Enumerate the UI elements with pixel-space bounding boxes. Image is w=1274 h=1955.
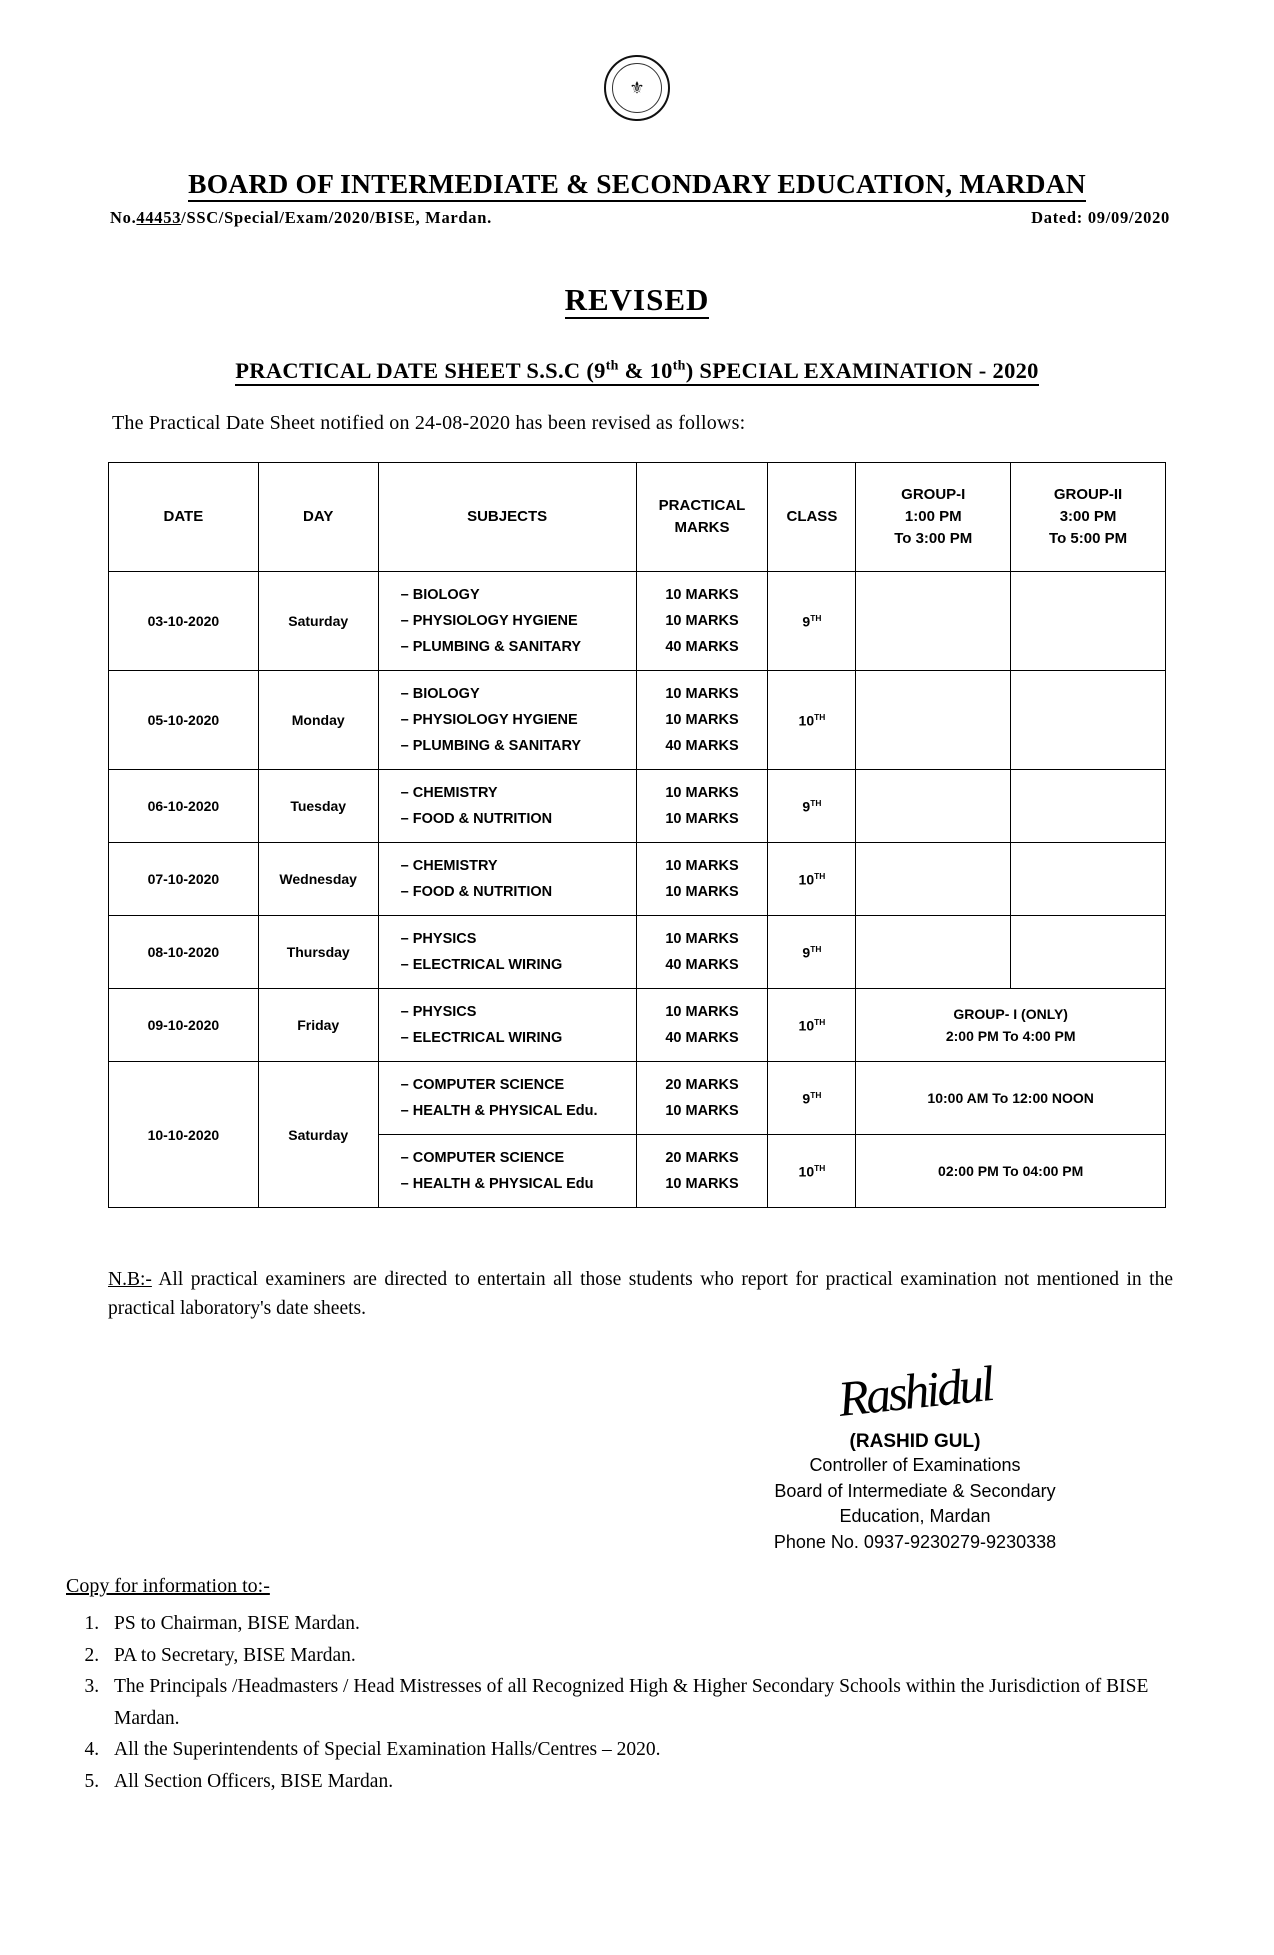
note-label: N.B:- xyxy=(108,1269,152,1290)
list-item: 20 MARKS xyxy=(665,1150,739,1166)
cell-subjects xyxy=(378,770,636,843)
table-header-row xyxy=(109,463,1166,572)
marks-list xyxy=(637,572,768,670)
column-header-date: DATE xyxy=(109,463,259,572)
table-row xyxy=(109,843,1166,916)
list-item: – PHYSICS xyxy=(400,1004,477,1020)
list-item: 10 MARKS xyxy=(665,1176,739,1192)
list-item: 1. PS to Chairman, BISE Mardan. xyxy=(104,1608,1194,1640)
list-item: 4. All the Superintendents of Special Examination Halls/Centres – 2020. xyxy=(104,1734,1194,1766)
cell-class xyxy=(768,770,856,843)
class-number: 9 xyxy=(802,798,811,815)
class-suffix: TH xyxy=(810,612,822,623)
copy-heading-text: Copy for information to:- xyxy=(66,1575,270,1597)
list-item: – FOOD & NUTRITION xyxy=(400,884,553,900)
subtitle-underlined xyxy=(235,358,1038,386)
signatory-name: (RASHID GUL) xyxy=(849,1431,981,1452)
ref-prefix: No. xyxy=(110,208,137,227)
list-item: 20 MARKS xyxy=(665,1077,739,1093)
subtitle-sup-10th: th xyxy=(672,358,686,374)
list-item: 10 MARKS xyxy=(665,587,739,603)
note-text: All practical examiners are directed to entertain all those students who report for practical examination not mentioned in the practical laboratory's date sheets. xyxy=(108,1269,1173,1320)
marks-list xyxy=(637,1062,768,1134)
cell-class xyxy=(768,989,856,1062)
cell-marks xyxy=(636,572,768,671)
signatory-phone: Phone No. 0937-9230279-9230338 xyxy=(773,1531,1057,1552)
note-block xyxy=(108,1265,1173,1324)
list-item: – ELECTRICAL WIRING xyxy=(400,957,563,973)
ref-number-value: 44453 xyxy=(136,208,182,227)
cell-group-merged xyxy=(856,989,1166,1062)
class-suffix: TH xyxy=(810,797,822,808)
list-item: 40 MARKS xyxy=(665,639,739,655)
cell-marks xyxy=(636,1062,768,1135)
cell-day: Wednesday xyxy=(258,843,378,916)
group-merged-line1: GROUP- I (ONLY) xyxy=(953,1005,1068,1022)
signatory-org-line1: Board of Intermediate & Secondary xyxy=(774,1480,1056,1501)
group2-line3: To 5:00 PM xyxy=(1049,529,1128,547)
cell-class xyxy=(768,1062,856,1135)
marks-list xyxy=(637,770,768,842)
list-item: 40 MARKS xyxy=(665,738,739,754)
list-item: – CHEMISTRY xyxy=(400,785,498,801)
cell-subjects xyxy=(378,1135,636,1208)
cell-day: Friday xyxy=(258,989,378,1062)
copy-list xyxy=(66,1608,1194,1797)
group2-line2: 3:00 PM xyxy=(1059,508,1117,526)
table-body xyxy=(109,572,1166,1208)
subject-list xyxy=(379,1062,636,1134)
cell-marks xyxy=(636,989,768,1062)
cell-group-1 xyxy=(856,770,1011,843)
list-item: – BIOLOGY xyxy=(400,686,480,702)
cell-date: 06-10-2020 xyxy=(109,770,259,843)
list-item: – HEALTH & PHYSICAL Edu xyxy=(400,1176,594,1192)
cell-group-2 xyxy=(1011,572,1166,671)
list-item: 10 MARKS xyxy=(665,1004,739,1020)
signatory-designation: Controller of Examinations xyxy=(809,1455,1021,1475)
group2-line1: GROUP-II xyxy=(1053,486,1123,504)
class-suffix: TH xyxy=(810,1089,822,1100)
cell-marks xyxy=(636,1135,768,1208)
cell-date: 09-10-2020 xyxy=(109,989,259,1062)
column-header-practical-marks xyxy=(636,463,768,572)
class-suffix: TH xyxy=(814,1162,826,1173)
marks-list xyxy=(637,916,768,988)
ref-suffix: /SSC/Special/Exam/2020/BISE, Mardan. xyxy=(181,208,492,227)
list-item: – PLUMBING & SANITARY xyxy=(400,738,582,754)
copy-heading xyxy=(66,1575,270,1598)
list-item: – PHYSIOLOGY HYGIENE xyxy=(400,712,578,728)
class-number: 10 xyxy=(798,1163,815,1180)
list-item: 10 MARKS xyxy=(665,686,739,702)
list-item: 10 MARKS xyxy=(665,785,739,801)
signature-scribble: Rashidul xyxy=(835,1355,995,1427)
list-item: 10 MARKS xyxy=(665,811,739,827)
cell-group-merged: 02:00 PM To 04:00 PM xyxy=(856,1135,1166,1208)
subject-list xyxy=(379,916,636,988)
cell-date: 03-10-2020 xyxy=(109,572,259,671)
list-item: – ELECTRICAL WIRING xyxy=(400,1030,563,1046)
cell-class xyxy=(768,671,856,770)
list-item: 10 MARKS xyxy=(665,1103,739,1119)
cell-group-merged: 10:00 AM To 12:00 NOON xyxy=(856,1062,1166,1135)
list-item: 3. The Principals /Headmasters / Head Mistresses of all Recognized High & Higher Secondary Schools within the Jurisdiction of BISE Mardan. xyxy=(104,1671,1194,1734)
cell-group-1 xyxy=(856,843,1011,916)
cell-date: 05-10-2020 xyxy=(109,671,259,770)
list-item: – COMPUTER SCIENCE xyxy=(400,1150,565,1166)
group1-line3: To 3:00 PM xyxy=(894,529,973,547)
class-suffix: TH xyxy=(814,870,826,881)
class-suffix: TH xyxy=(810,943,822,954)
group1-line2: 1:00 PM xyxy=(904,508,962,526)
list-item: 5. All Section Officers, BISE Mardan. xyxy=(104,1766,1194,1798)
cell-group-2 xyxy=(1011,916,1166,989)
cell-group-1 xyxy=(856,916,1011,989)
cell-group-2 xyxy=(1011,770,1166,843)
cell-marks xyxy=(636,916,768,989)
cell-subjects xyxy=(378,989,636,1062)
signature-block xyxy=(700,1355,1130,1555)
practical-date-sheet-table xyxy=(108,462,1166,1208)
document-subtitle xyxy=(0,358,1274,384)
cell-group-1 xyxy=(856,671,1011,770)
column-header-class: CLASS xyxy=(768,463,856,572)
table-row xyxy=(109,770,1166,843)
marks-list xyxy=(637,671,768,769)
list-item: – FOOD & NUTRITION xyxy=(400,811,553,827)
cell-day: Saturday xyxy=(258,572,378,671)
subject-list xyxy=(379,989,636,1061)
list-item: 2. PA to Secretary, BISE Mardan. xyxy=(104,1640,1194,1672)
group-merged-line2: 2:00 PM To 4:00 PM xyxy=(945,1028,1076,1044)
column-header-subjects: SUBJECTS xyxy=(378,463,636,572)
board-seal-glyph: ⚜ xyxy=(629,78,645,98)
revised-text: REVISED xyxy=(564,282,710,317)
class-number: 9 xyxy=(802,944,811,961)
group1-line1: GROUP-I xyxy=(901,486,966,504)
reference-row xyxy=(110,208,1170,228)
cell-marks xyxy=(636,770,768,843)
list-item: 10 MARKS xyxy=(665,884,739,900)
cell-marks xyxy=(636,671,768,770)
column-header-group-2 xyxy=(1011,463,1166,572)
cell-subjects xyxy=(378,572,636,671)
class-number: 10 xyxy=(798,1017,815,1034)
cell-subjects xyxy=(378,671,636,770)
cell-subjects xyxy=(378,916,636,989)
subject-list xyxy=(379,843,636,915)
list-item: – COMPUTER SCIENCE xyxy=(400,1077,565,1093)
cell-day: Thursday xyxy=(258,916,378,989)
list-item: – BIOLOGY xyxy=(400,587,480,603)
cell-date: 07-10-2020 xyxy=(109,843,259,916)
board-seal-icon xyxy=(604,55,670,121)
list-item: 10 MARKS xyxy=(665,712,739,728)
cell-class xyxy=(768,1135,856,1208)
cell-group-1 xyxy=(856,572,1011,671)
list-item: 10 MARKS xyxy=(665,931,739,947)
intro-text: The Practical Date Sheet notified on 24-08-2020 has been revised as follows: xyxy=(112,412,746,434)
class-number: 9 xyxy=(802,613,811,630)
signatory-org-line2: Education, Mardan xyxy=(839,1506,991,1527)
table-row xyxy=(109,916,1166,989)
list-item: – PHYSICS xyxy=(400,931,477,947)
revised-heading xyxy=(0,282,1274,318)
list-item: 40 MARKS xyxy=(665,1030,739,1046)
board-logo xyxy=(0,55,1274,126)
subtitle-part-b: & 10 xyxy=(618,358,673,383)
subtitle-part-c: ) SPECIAL EXAMINATION - 2020 xyxy=(685,358,1039,383)
marks-list xyxy=(637,989,768,1061)
cell-day: Saturday xyxy=(258,1062,378,1208)
cell-class xyxy=(768,916,856,989)
table-row xyxy=(109,671,1166,770)
list-item: 40 MARKS xyxy=(665,957,739,973)
list-item: – HEALTH & PHYSICAL Edu. xyxy=(400,1103,598,1119)
table-row xyxy=(109,1062,1166,1135)
class-number: 10 xyxy=(798,871,815,888)
class-suffix: TH xyxy=(814,711,826,722)
list-item: – CHEMISTRY xyxy=(400,858,498,874)
list-item: – PHYSIOLOGY HYGIENE xyxy=(400,613,578,629)
cell-subjects xyxy=(378,1062,636,1135)
practical-marks-line1: PRACTICAL xyxy=(658,497,746,515)
list-item: 10 MARKS xyxy=(665,858,739,874)
cell-group-2 xyxy=(1011,671,1166,770)
class-number: 9 xyxy=(802,1090,811,1107)
table-row xyxy=(109,989,1166,1062)
marks-list xyxy=(637,1135,768,1207)
cell-day: Tuesday xyxy=(258,770,378,843)
subject-list xyxy=(379,770,636,842)
cell-class xyxy=(768,572,856,671)
page-title xyxy=(0,168,1274,200)
document-date: Dated: 09/09/2020 xyxy=(1031,208,1170,227)
board-title-text: BOARD OF INTERMEDIATE & SECONDARY EDUCATION, MARDAN xyxy=(188,168,1086,202)
subtitle-sup-9th: th xyxy=(605,358,619,374)
subject-list xyxy=(379,572,636,670)
cell-group-2 xyxy=(1011,843,1166,916)
class-suffix: TH xyxy=(814,1016,826,1027)
reference-number xyxy=(110,208,492,228)
cell-class xyxy=(768,843,856,916)
column-header-day: DAY xyxy=(258,463,378,572)
practical-marks-line2: MARKS xyxy=(674,519,730,536)
cell-date: 08-10-2020 xyxy=(109,916,259,989)
marks-list xyxy=(637,843,768,915)
cell-marks xyxy=(636,843,768,916)
class-number: 10 xyxy=(798,712,815,729)
list-item: 10 MARKS xyxy=(665,613,739,629)
subtitle-part-a: PRACTICAL DATE SHEET S.S.C (9 xyxy=(235,358,606,383)
subject-list xyxy=(379,671,636,769)
column-header-group-1 xyxy=(856,463,1011,572)
table-header xyxy=(109,463,1166,572)
cell-date: 10-10-2020 xyxy=(109,1062,259,1208)
table-row xyxy=(109,572,1166,671)
cell-day: Monday xyxy=(258,671,378,770)
cell-subjects xyxy=(378,843,636,916)
list-item: – PLUMBING & SANITARY xyxy=(400,639,582,655)
subject-list xyxy=(379,1135,636,1207)
